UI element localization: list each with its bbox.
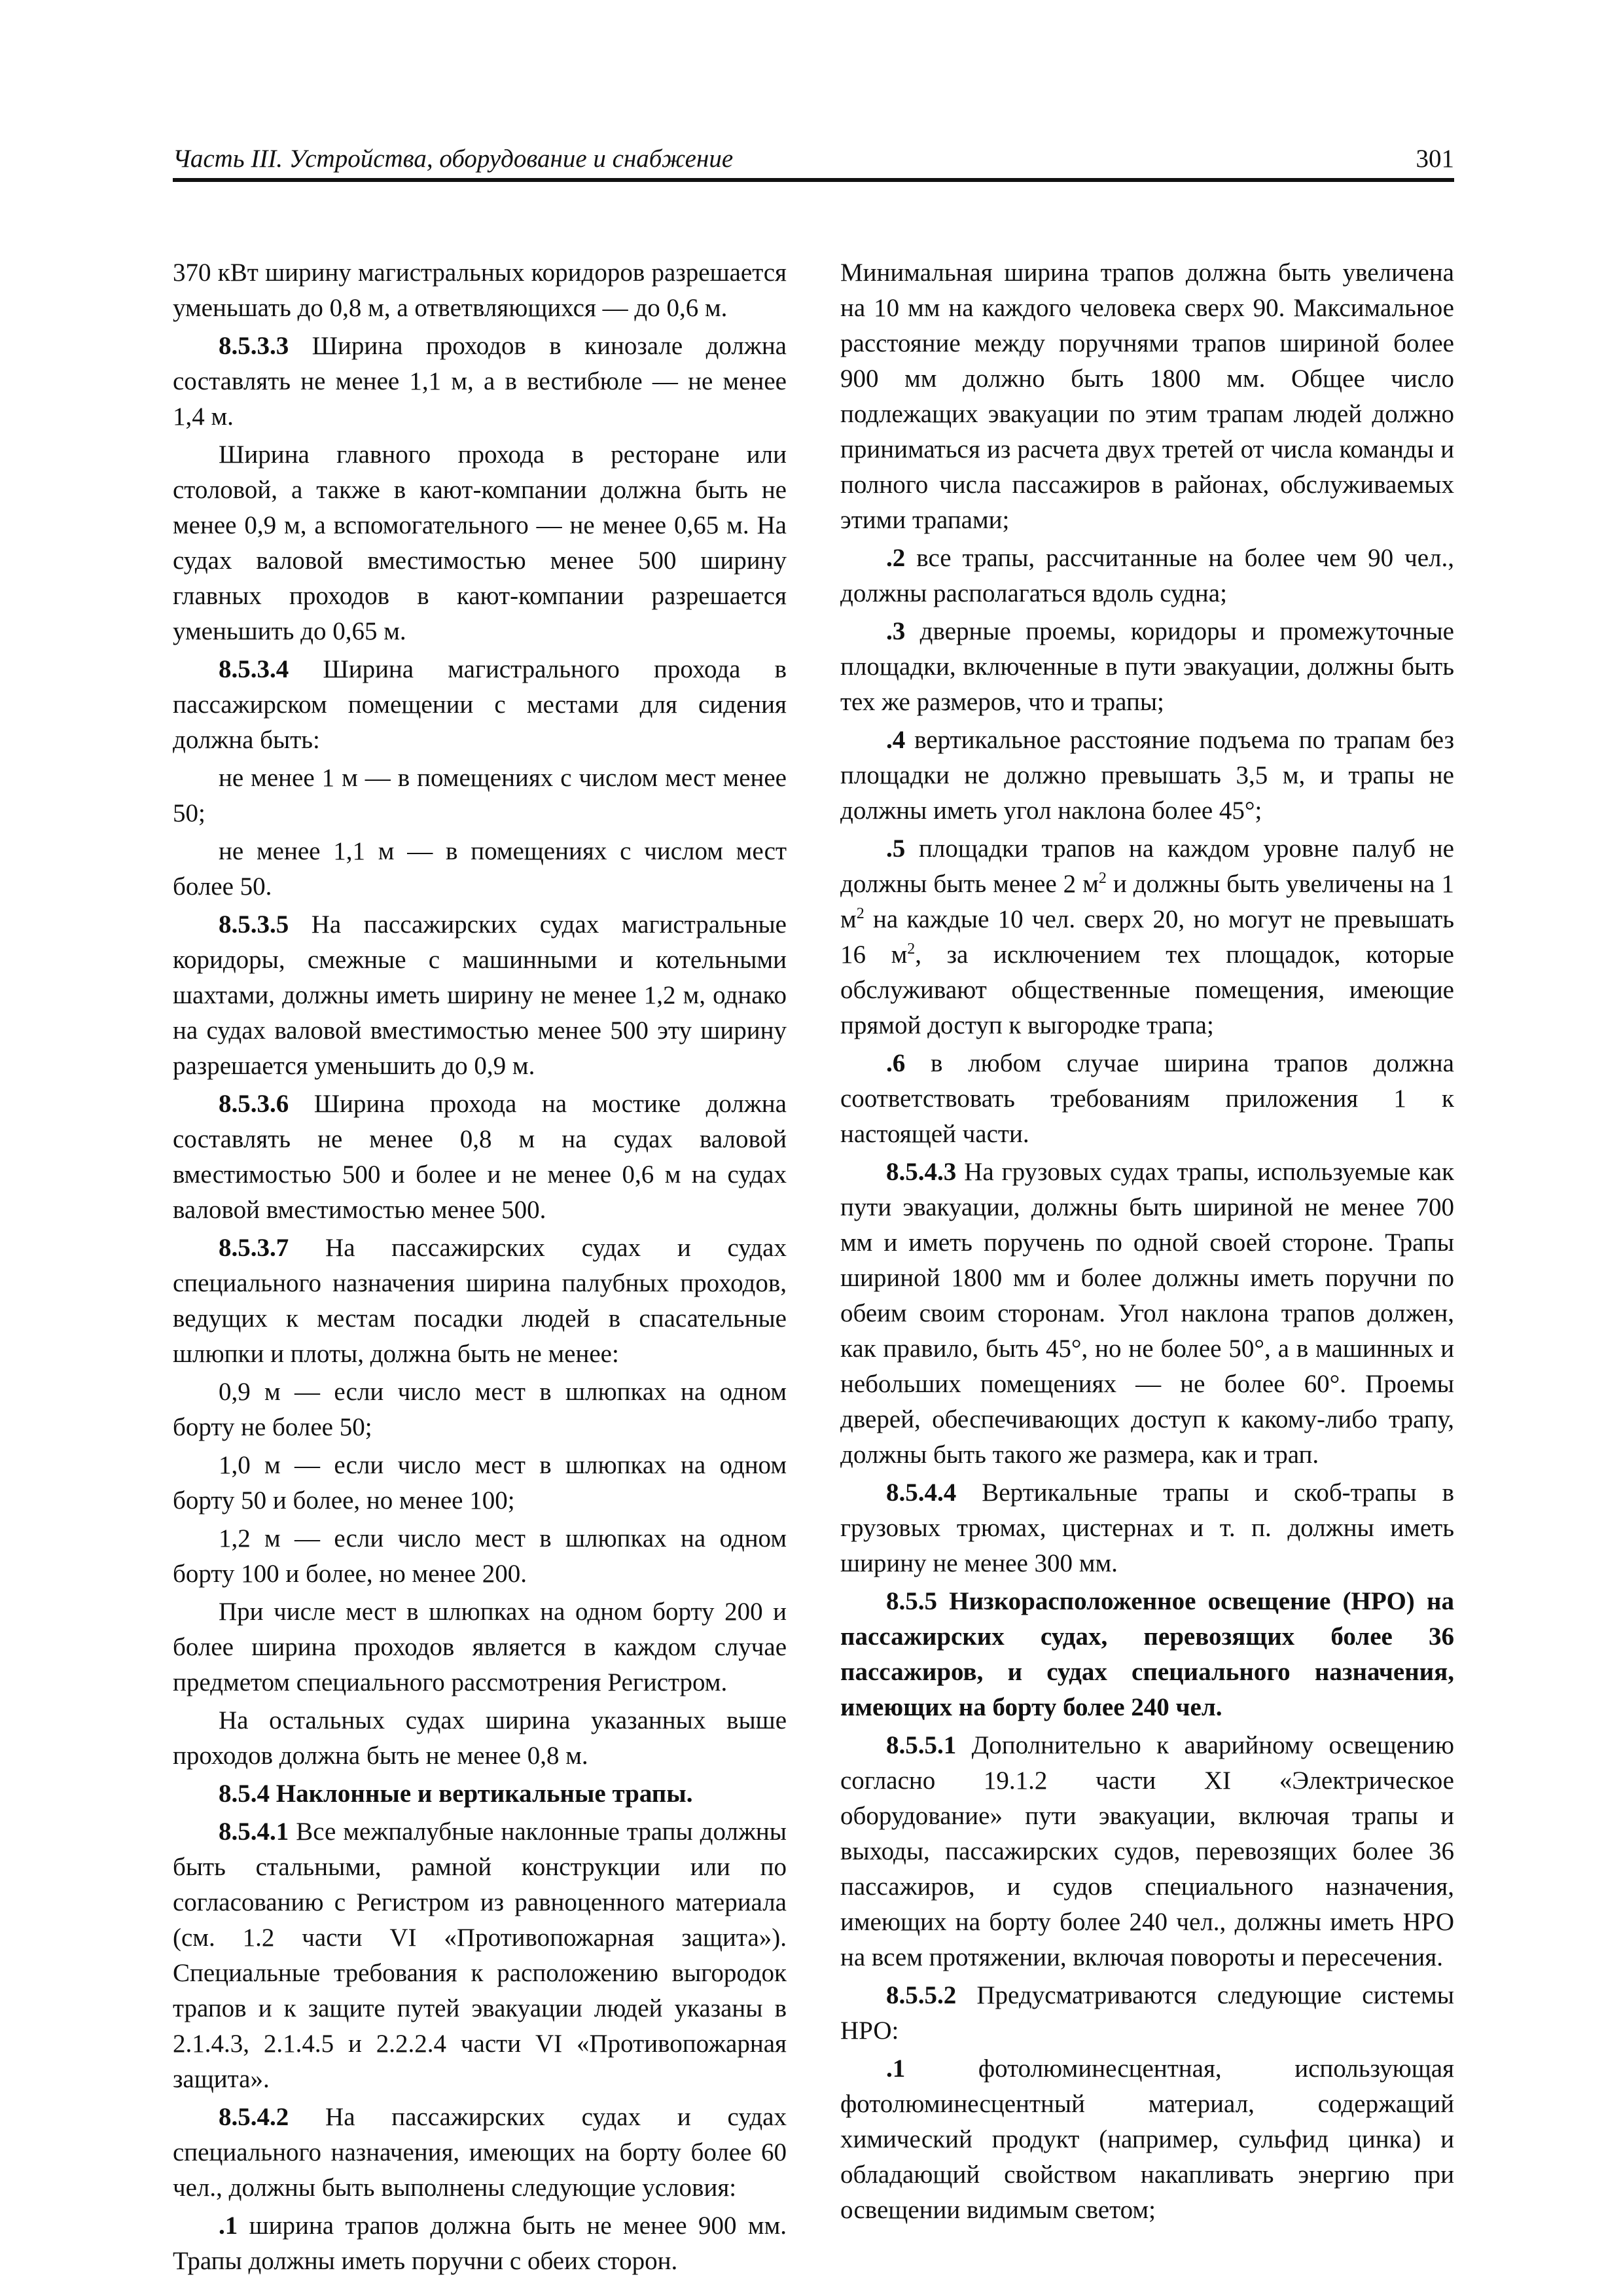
paragraph: [173, 1776, 787, 1812]
page-number: 301: [1416, 145, 1454, 173]
paragraph-text: Предусматриваются следующие системы НРО:: [840, 1981, 1454, 2045]
paragraph-text: 370 кВт ширину магистральных коридоров разрешается уменьшать до 0,8 м, а ответвляющихся — до 0,6 м.: [173, 259, 787, 322]
clause-number: .6: [886, 1049, 906, 1077]
paragraph-text: дверные проемы, коридоры и промежуточные площадки, включенные в пути эвакуации, должны быть тех же размеров, что и трапы;: [840, 617, 1454, 716]
clause-number: .1: [886, 2054, 906, 2083]
clause-number: .5: [886, 834, 906, 863]
paragraph: [173, 437, 787, 649]
paragraph: [840, 1728, 1454, 1975]
paragraph: [173, 1448, 787, 1518]
paragraph: [173, 1230, 787, 1372]
paragraph-text: фотолюминесцентная, использующая фотолюминесцентный материал, содержащий химический продукт (например, сульфид цинка) и обладающий свойством накапливать энергию при освещении видимым светом;: [840, 2054, 1454, 2224]
paragraph-text: все трапы, рассчитанные на более чем 90 чел., должны располагаться вдоль судна;: [840, 544, 1454, 607]
clause-number: .2: [886, 544, 906, 572]
clause-number: 8.5.5.1: [886, 1731, 957, 1759]
paragraph-text: На пассажирских судах магистральные коридоры, смежные с машинными и котельными шахтами, должны иметь ширину не менее 1,2 м, однако на судах валовой вместимостью менее 500 эту ширину разрешается уменьшить до 0,9 м.: [173, 910, 787, 1080]
paragraph-text: Ширина магистрального прохода в пассажирском помещении с местами для сидения должна быть:: [173, 655, 787, 754]
text-columns: [173, 255, 1454, 2282]
paragraph: [840, 1475, 1454, 1581]
paragraph-text: вертикальное расстояние подъема по трапам без площадки не должно превышать 3,5 м, и трапы не должны иметь угол наклона более 45°;: [840, 726, 1454, 825]
clause-number: 8.5.4 Наклонные и вертикальные трапы.: [219, 1780, 693, 1808]
paragraph: [840, 1978, 1454, 2049]
paragraph-text: На грузовых судах трапы, используемые как пути эвакуации, должны быть шириной не менее 700 мм и иметь поручень по одной своей стороне. Трапы шириной 1800 мм и более должны иметь поручни по обеим своим сторонам. Угол наклона трапов должен, как правило, быть 45°, но не более 50°, а в машинных и небольших помещениях — не более 60°. Проемы дверей, обеспечивающих доступ к какому-либо трапу, должны быть такого же размера, как и трап.: [840, 1158, 1454, 1469]
clause-number: 8.5.3.6: [219, 1090, 289, 1118]
paragraph: [840, 614, 1454, 720]
paragraph: [840, 255, 1454, 538]
clause-number: .1: [219, 2212, 238, 2240]
clause-number: 8.5.3.3: [219, 332, 289, 360]
clause-number: 8.5.3.7: [219, 1234, 289, 1262]
clause-number: .4: [886, 726, 906, 754]
paragraph: [173, 2100, 787, 2206]
clause-number: 8.5.5 Низкорасположенное освещение (НРО) на пассажирских судах, перевозящих более 36 пассажиров, и судах специального назначения, имеющих на борту более 240 чел.: [840, 1587, 1454, 1721]
document-page: [173, 144, 1454, 2275]
paragraph-text: Все межпалубные наклонные трапы должны быть стальными, рамной конструкции или по согласованию с Регистром из равноценного материала (см. 1.2 части VI «Противопожарная защита»). Специальные требования к расположению выгородок трапов и к защите путей эвакуации людей указаны в 2.1.4.3, 2.1.4.5 и 2.2.2.4 части VI «Противопожарная защита».: [173, 1818, 787, 2093]
paragraph-text: не менее 1,1 м — в помещениях с числом мест более 50.: [173, 837, 787, 901]
paragraph-text: Вертикальные трапы и скоб-трапы в грузовых трюмах, цистернах и т. п. должны иметь ширину не менее 300 мм.: [840, 1479, 1454, 1577]
paragraph: [173, 1814, 787, 2097]
paragraph-text: Минимальная ширина трапов должна быть увеличена на 10 мм на каждого человека сверх 90. Максимальное расстояние между поручнями трапов шириной более 900 мм должно быть 1800 мм. Общее число подлежащих эвакуации по этим трапам людей должно приниматься из расчета двух третей от числа команды и полного числа пассажиров в районах, обслуживаемых этими трапами;: [840, 259, 1454, 534]
paragraph: [173, 255, 787, 326]
header-title: Часть III. Устройства, оборудование и снабжение: [173, 145, 734, 173]
paragraph: [173, 1521, 787, 1592]
paragraph-text: Дополнительно к аварийному освещению согласно 19.1.2 части XI «Электрическое оборудование» пути эвакуации, включая трапы и выходы, пассажирских судов, перевозящих более 36 пассажиров, и судов специального назначения, имеющих на борту более 240 чел., должны иметь НРО на всем протяжении, включая повороты и пересечения.: [840, 1731, 1454, 1971]
paragraph-text: При числе мест в шлюпках на одном борту 200 и более ширина проходов является в каждом случае предметом специального рассмотрения Регистром.: [173, 1598, 787, 1696]
paragraph-text: 0,9 м — если число мест в шлюпках на одном борту не более 50;: [173, 1378, 787, 1441]
clause-number: 8.5.4.4: [886, 1479, 957, 1507]
paragraph: [173, 2208, 787, 2279]
paragraph: [840, 723, 1454, 829]
clause-number: 8.5.4.2: [219, 2103, 289, 2131]
paragraph: [840, 541, 1454, 611]
paragraph-text: площадки трапов на каждом уровне палуб не должны быть менее 2 $м^2$ и должны быть увеличены на 1 $м^2$ на каждые 10 чел. сверх 20, но могут не превышать 16 $м^2$, за исключением тех площадок, которые обслуживают общественные помещения, имеющие прямой доступ к выгородке трапа;: [840, 834, 1454, 1039]
paragraph-text: не менее 1 м — в помещениях с числом мест менее 50;: [173, 764, 787, 827]
paragraph: [840, 1155, 1454, 1473]
paragraph: [173, 1594, 787, 1700]
left-column: [173, 255, 787, 2282]
paragraph-text: 1,2 м — если число мест в шлюпках на одном борту 100 и более, но менее 200.: [173, 1524, 787, 1588]
paragraph-text: На пассажирских судах и судах специального назначения ширина палубных проходов, ведущих к местам посадки людей в спасательные шлюпки и плоты, должна быть не менее:: [173, 1234, 787, 1368]
clause-number: 8.5.3.5: [219, 910, 289, 939]
paragraph-text: Ширина проходов в кинозале должна составлять не менее 1,1 м, а в вестибюле — не менее 1,4 м.: [173, 332, 787, 431]
paragraph: [173, 834, 787, 905]
clause-number: 8.5.5.2: [886, 1981, 957, 2009]
clause-number: 8.5.4.3: [886, 1158, 957, 1186]
paragraph: [840, 831, 1454, 1043]
clause-number: .3: [886, 617, 906, 645]
paragraph-text: Ширина прохода на мостике должна составлять не менее 0,8 м на судах валовой вместимостью 500 и более и не менее 0,6 м на судах валовой вместимостью менее 500.: [173, 1090, 787, 1224]
paragraph: [173, 652, 787, 758]
paragraph-text: На остальных судах ширина указанных выше проходов должна быть не менее 0,8 м.: [173, 1706, 787, 1770]
paragraph-text: На пассажирских судах и судах специального назначения, имеющих на борту более 60 чел., должны быть выполнены следующие условия:: [173, 2103, 787, 2202]
paragraph: [840, 2051, 1454, 2228]
clause-number: 8.5.4.1: [219, 1818, 289, 1846]
paragraph-text: ширина трапов должна быть не менее 900 мм. Трапы должны иметь поручни с обеих сторон.: [173, 2212, 787, 2275]
paragraph-text: 1,0 м — если число мест в шлюпках на одном борту 50 и более, но менее 100;: [173, 1451, 787, 1515]
paragraph-text: Ширина главного прохода в ресторане или столовой, а также в кают-компании должна быть не менее 0,9 м, а вспомогательного — не менее 0,65 м. На судах валовой вместимостью менее 500 ширину главных проходов в кают-компании разрешается уменьшить до 0,65 м.: [173, 440, 787, 645]
clause-number: 8.5.3.4: [219, 655, 289, 683]
paragraph: [173, 329, 787, 435]
paragraph: [173, 1703, 787, 1774]
paragraph: [840, 1584, 1454, 1725]
paragraph: [173, 761, 787, 831]
right-column: [840, 255, 1454, 2282]
paragraph-text: в любом случае ширина трапов должна соответствовать требованиям приложения 1 к настоящей части.: [840, 1049, 1454, 1148]
running-header: [173, 144, 1454, 182]
paragraph: [173, 1086, 787, 1228]
paragraph: [173, 907, 787, 1084]
paragraph: [173, 1374, 787, 1445]
paragraph: [840, 1046, 1454, 1152]
